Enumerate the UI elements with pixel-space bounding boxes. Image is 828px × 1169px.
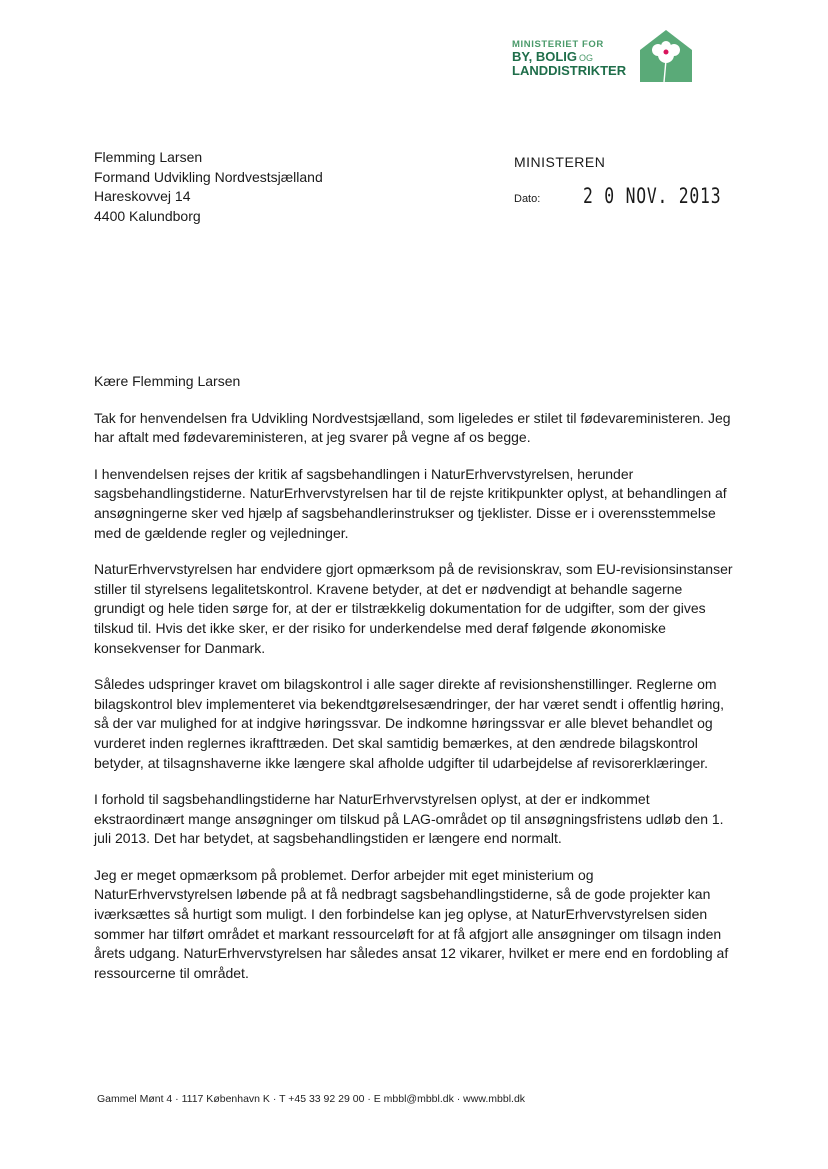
paragraph-6: Jeg er meget opmærksom på problemet. Derfor arbejder mit eget ministerium og NaturErhvervstyrelsen løbende på at få nedbragt sagsbehandlingstiderne, så de gode projekter kan iværksættes så hurtigt som muligt. I den forbindelse kan jeg oplyse, at NaturErhvervstyrelsen siden sommer har tilført området et markant ressourceløft for at få afgjort alle ansøgninger om tilsagn inden årets udgang. NaturErhvervstyrelsen har således ansat 12 vikarer, hvilket er mere end en fordobling af ressourcerne til området. <box>94 866 729 981</box>
recipient-street: Hareskovvej 14 <box>94 188 191 205</box>
footer-contact: Gammel Mønt 4 · 1117 København K · T +45 33 92 29 00 · E mbbl@mbbl.dk · www.mbbl.dk <box>97 1093 526 1105</box>
logo-line-3: LANDDISTRIKTER <box>512 62 627 78</box>
recipient-title: Formand Udvikling Nordvestsjælland <box>94 168 323 185</box>
paragraph-2: I henvendelsen rejses der kritik af sagsbehandlingen i NaturErhvervstyrelsen, herunder sagsbehandlingstiderne. NaturErhvervstyrelsen har til de rejste kritikpunkter oplyst, at behandlingen af ansøgningerne sker ved hjælp af sagsbehandlerinstrukser og tjeklister. Disse er i overensstemmelse med de gældende regler og vejledninger. <box>94 465 727 541</box>
house-flower-icon <box>636 28 696 84</box>
paragraph-3: NaturErhvervstyrelsen har endvidere gjort opmærksom på de revisionskrav, som EU-revisionsinstanser stiller til styrelsens legalitetskontrol. Kravene betyder, at det er nødvendigt at behandle sagerne grundigt og hele tiden sørge for, at der er tilstrækkelig dokumentation for de udgifter, som der gives tilskud til. Hvis det ikke sker, er der risiko for underkendelse med deraf følgende økonomiske konsekvenser for Danmark. <box>94 561 733 656</box>
logo-wordmark <box>512 40 626 77</box>
recipient-name: Flemming Larsen <box>94 149 203 165</box>
date-label: Dato: <box>514 193 541 205</box>
ministry-logo <box>512 28 702 88</box>
letter-body <box>94 372 734 1000</box>
paragraph-5: I forhold til sagsbehandlingstiderne har NaturErhvervstyrelsen oplyst, at der er indkommet ekstraordinært mange ansøgninger om tilskud på LAG-området op til ansøgningsfristens udløb den 1. juli 2013. Det har betydet, at sagsbehandlingstiden er længere end normalt. <box>94 791 724 847</box>
recipient-city: 4400 Kalundborg <box>94 207 201 224</box>
paragraph-1: Tak for henvendelsen fra Udvikling Nordvestsjælland, som ligeledes er stilet til fødevareministeren. Jeg har aftalt med fødevareministeren, at jeg svarer på vegne af os begge. <box>94 409 731 446</box>
logo-line-1: MINISTERIET FOR <box>512 39 604 50</box>
sender-label: MINISTEREN <box>514 154 606 170</box>
date-stamp: 2 0 NOV. 2013 <box>583 184 722 208</box>
logo-line-2-text: BY, BOLIG <box>512 48 578 64</box>
logo-line-2 <box>512 50 626 64</box>
logo-og: OG <box>579 52 594 63</box>
salutation: Kære Flemming Larsen <box>94 373 241 389</box>
recipient-address <box>94 148 323 226</box>
paragraph-4: Således udspringer kravet om bilagskontrol i alle sager direkte af revisionshenstillinger. Reglerne om bilagskontrol blev implementeret via bekendtgørelsesændringer, der har været sendt i offentlig høring, så der var mulighed for at indgive høringssvar. De indkomne høringssvar er alle blevet behandlet og vurderet inden reglernes ikrafttræden. Det skal samtidig bemærkes, at den ændrede bilagskontrol betyder, at tilsagnshaverne ikke længere skal afholde udgifter til udarbejdelse af revisorerklæringer. <box>94 676 725 771</box>
